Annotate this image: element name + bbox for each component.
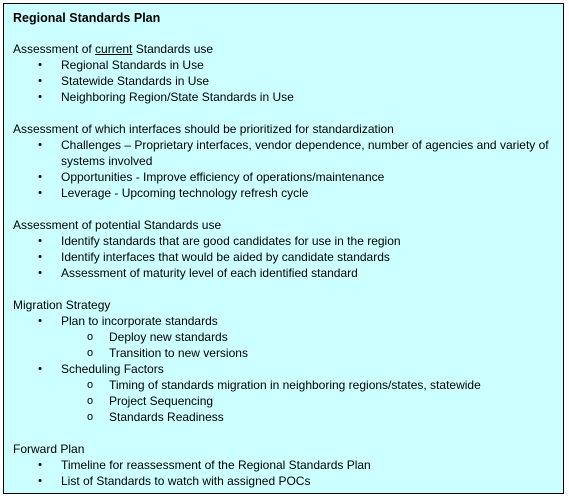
list-item-text: Scheduling Factors	[61, 362, 164, 376]
bullet-list	[13, 57, 563, 105]
bullet-list	[13, 137, 563, 201]
sub-list-item-text: Project Sequencing	[109, 394, 214, 408]
sub-list-item-text: Transition to new versions	[109, 346, 248, 360]
bullet-marker: •	[38, 171, 42, 183]
sub-list-item-text: Timing of standards migration in neighboring regions/states, statewide	[109, 378, 481, 392]
bullet-list	[13, 233, 563, 281]
bullet-marker: •	[38, 75, 42, 87]
sub-list-item	[61, 329, 551, 345]
list-item	[13, 169, 563, 185]
list-item-text: Assessment of maturity level of each identified standard	[61, 266, 358, 280]
list-item-text: Timeline for reassessment of the Regional Standards Plan	[61, 458, 371, 472]
list-item-text: Plan to incorporate standards	[61, 314, 218, 328]
section-heading: Migration Strategy	[13, 298, 111, 312]
page-title: Regional Standards Plan	[13, 11, 161, 25]
list-item-text: List of Standards to watch with assigned POCs	[61, 474, 311, 488]
list-item	[13, 249, 563, 265]
sub-list-item	[61, 393, 551, 409]
list-item	[13, 57, 563, 73]
heading-underlined: current	[95, 42, 133, 56]
list-item-text: Identify interfaces that would be aided by candidate standards	[61, 250, 390, 264]
sub-bullet-list	[61, 329, 551, 361]
bullet-list	[13, 313, 563, 425]
section-current-standards	[13, 41, 563, 105]
sub-bullet-list	[61, 377, 551, 425]
sub-bullet-marker: o	[86, 331, 94, 343]
list-item	[13, 137, 563, 169]
heading-prefix: Assessment of	[13, 42, 96, 56]
list-item-text: Leverage - Upcoming technology refresh cycle	[61, 186, 309, 200]
bullet-marker: •	[38, 59, 42, 71]
bullet-marker: •	[38, 475, 42, 487]
list-item	[13, 361, 563, 425]
section-potential-standards	[13, 217, 563, 281]
section-heading	[13, 41, 563, 57]
bullet-marker: •	[38, 267, 42, 279]
sub-bullet-marker: o	[86, 395, 94, 407]
list-item	[13, 313, 563, 361]
list-item-text: Opportunities - Improve efficiency of operations/maintenance	[61, 170, 385, 184]
sub-list-item-text: Standards Readiness	[109, 410, 224, 424]
list-item-text: Identify standards that are good candidates for use in the region	[61, 234, 401, 248]
sub-bullet-marker: o	[86, 379, 94, 391]
list-item	[13, 185, 563, 201]
list-item	[13, 233, 563, 249]
sub-list-item	[61, 377, 551, 393]
list-item-text: Neighboring Region/State Standards in Use	[61, 90, 294, 104]
bullet-marker: •	[38, 91, 42, 103]
section-heading: Assessment of which interfaces should be prioritized for standardization	[13, 122, 394, 136]
list-item-text: Regional Standards in Use	[61, 58, 204, 72]
list-item-text: Challenges – Proprietary interfaces, vendor dependence, number of agencies and variety of systems involved	[61, 138, 549, 168]
section-heading: Assessment of potential Standards use	[13, 218, 222, 232]
section-forward-plan	[13, 441, 563, 489]
bullet-marker: •	[38, 363, 42, 375]
section-migration-strategy	[13, 297, 563, 425]
list-item	[13, 473, 563, 489]
sub-bullet-marker: o	[86, 347, 94, 359]
standards-plan-panel	[3, 3, 564, 494]
section-heading: Forward Plan	[13, 442, 85, 456]
bullet-list	[13, 457, 563, 489]
sub-list-item-text: Deploy new standards	[109, 330, 228, 344]
bullet-marker: •	[38, 139, 42, 151]
section-interface-prioritization	[13, 121, 563, 201]
heading-suffix: Standards use	[132, 42, 214, 56]
list-item	[13, 265, 563, 281]
bullet-marker: •	[38, 251, 42, 263]
bullet-marker: •	[38, 315, 42, 327]
bullet-marker: •	[38, 187, 42, 199]
list-item	[13, 73, 563, 89]
sub-bullet-marker: o	[86, 411, 94, 423]
sub-list-item	[61, 345, 551, 361]
list-item	[13, 457, 563, 473]
sub-list-item	[61, 409, 551, 425]
list-item	[13, 89, 563, 105]
list-item-text: Statewide Standards in Use	[61, 74, 210, 88]
bullet-marker: •	[38, 459, 42, 471]
bullet-marker: •	[38, 235, 42, 247]
